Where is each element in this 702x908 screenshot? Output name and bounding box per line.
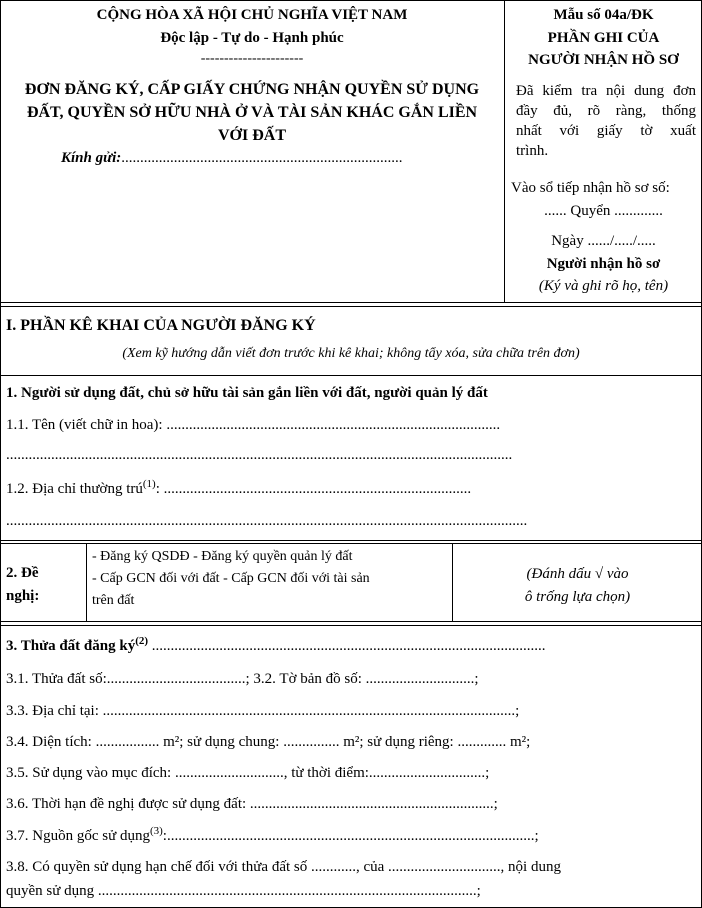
form-title-line1: ĐƠN ĐĂNG KÝ, CẤP GIẤY CHỨNG NHẬN QUYỀN SỬ DỤNG (24, 81, 480, 98)
restricted-right-row[interactable]: 3.8. Có quyền sử dụng hạn chế đối với thửa đất số ............, của .............................., nội dung (6, 859, 561, 875)
origin-note: (3) (149, 825, 163, 837)
receiver-title-line2: NGƯỜI NHẬN HỒ SƠ (528, 52, 679, 68)
check-line2: đầy đủ, rõ ràng, thống (516, 103, 696, 119)
national-title: CỘNG HÒA XÃ HỘI CHỦ NGHĨA VIỆT NAM (96, 7, 408, 23)
section3-note: (2) (135, 635, 149, 647)
part1-instruction: (Xem kỹ hướng dẫn viết đơn trước khi kê khai; không tẩy xóa, sửa chữa trên đơn) (122, 346, 580, 361)
section2-top-rule (0, 540, 702, 541)
addressee (61, 150, 403, 167)
addressee-label: Kính gửi: (61, 150, 122, 166)
section2-note-line2: ô trống lựa chọn) (524, 589, 631, 605)
option-row2 (92, 571, 370, 587)
addressee-field[interactable]: ........................................................................... (121, 150, 403, 166)
parcel-address-row[interactable]: 3.3. Địa chỉ tại: ..............................................................................................................; (6, 703, 520, 719)
name-field-cont[interactable]: ....................................................................................................................................... (6, 447, 513, 463)
section3-top-rule (0, 625, 702, 626)
receiver-title-line1: PHẦN GHI CỦA (547, 30, 660, 46)
form-title-line3: VỚI ĐẤT (217, 127, 286, 144)
address-colon: : (155, 481, 164, 497)
register-line: Vào sổ tiếp nhận hồ sơ số: (511, 180, 670, 196)
check-line1: Đã kiểm tra nội dung đơn (516, 83, 696, 99)
motto: Độc lập - Tự do - Hạnh phúc (160, 30, 344, 46)
section2-top-rule-inner (0, 543, 702, 544)
address-row (6, 478, 472, 498)
receiver-label: Người nhận hồ sơ (546, 256, 661, 272)
sign-note: (Ký và ghi rõ họ, tên) (538, 278, 669, 294)
restricted-right-row-cont[interactable]: quyền sử dụng .....................................................................................................; (6, 883, 481, 899)
option-certificate-assets[interactable]: - Cấp GCN đối với tài sản (219, 571, 370, 586)
check-note (516, 83, 696, 160)
section2-label-line2: nghị: (6, 588, 40, 604)
option-row3: trên đất (92, 593, 135, 608)
address-label: 1.2. Địa chỉ thường trú (6, 481, 143, 497)
section1-title: 1. Người sử dụng đất, chủ sở hữu tài sản gắn liền với đất, người quản lý đất (6, 385, 488, 401)
check-line4: trình. (516, 143, 549, 159)
origin-label: 3.7. Nguồn gốc sử dụng (6, 828, 150, 844)
name-field[interactable]: ......................................................................................... (166, 417, 501, 433)
parcel-number-row[interactable]: 3.1. Thửa đất số:.....................................; 3.2. Tờ bản đồ số: .............................; (6, 671, 479, 687)
option-certificate-land[interactable]: - Cấp GCN đối với đất (92, 571, 220, 586)
name-row (6, 417, 500, 434)
part1-title: I. PHẦN KÊ KHAI CỦA NGƯỜI ĐĂNG KÝ (6, 317, 316, 334)
motto-separator: ---------------------- (200, 51, 304, 66)
header-bottom-rule (0, 302, 702, 303)
term-row[interactable]: 3.6. Thời hạn đề nghị được sử dụng đất: .................................................................; (6, 796, 498, 812)
section2-label-divider (86, 543, 87, 621)
section2-note-line1: (Đánh dấu √ vào (526, 566, 629, 582)
receive-date-field[interactable]: Ngày ....../...../..... (551, 233, 656, 249)
address-field[interactable]: .................................................................................. (163, 481, 472, 497)
form-title-line2: ĐẤT, QUYỀN SỞ HỮU NHÀ Ở VÀ TÀI SẢN KHÁC GẮN LIỀN (26, 104, 478, 121)
option-register-land-use[interactable]: - Đăng ký QSDĐ (92, 549, 190, 564)
section2-label-line1: 2. Đề (6, 565, 39, 581)
origin-field[interactable]: :..................................................................................................; (162, 828, 539, 844)
section3-title-field[interactable]: ......................................................................................................... (148, 638, 546, 654)
option-row1 (92, 549, 353, 565)
section2-bottom-rule (0, 621, 702, 622)
section3-title: 3. Thửa đất đăng ký (6, 638, 136, 654)
section3-title-row (6, 635, 546, 655)
form-code: Mẫu số 04a/ĐK (553, 7, 654, 23)
origin-row (6, 825, 539, 845)
name-label: 1.1. Tên (viết chữ in hoa): (6, 417, 167, 433)
address-field-cont[interactable]: ........................................................................................................................................... (6, 513, 528, 529)
address-note: (1) (142, 478, 156, 490)
part1-bottom-rule (0, 375, 702, 376)
book-number-field[interactable]: ...... Quyển ............. (544, 203, 663, 219)
option-register-management[interactable]: - Đăng ký quyền quản lý đất (189, 549, 353, 564)
check-line3: nhất với giấy tờ xuất (516, 123, 696, 139)
area-row[interactable]: 3.4. Diện tích: ................. m²; sử dụng chung: ............... m²; sử dụng riêng: ............. m²; (6, 734, 531, 750)
part1-top-rule (0, 306, 702, 307)
purpose-row[interactable]: 3.5. Sử dụng vào mục đích: ............................., từ thời điểm:...............................; (6, 765, 490, 781)
